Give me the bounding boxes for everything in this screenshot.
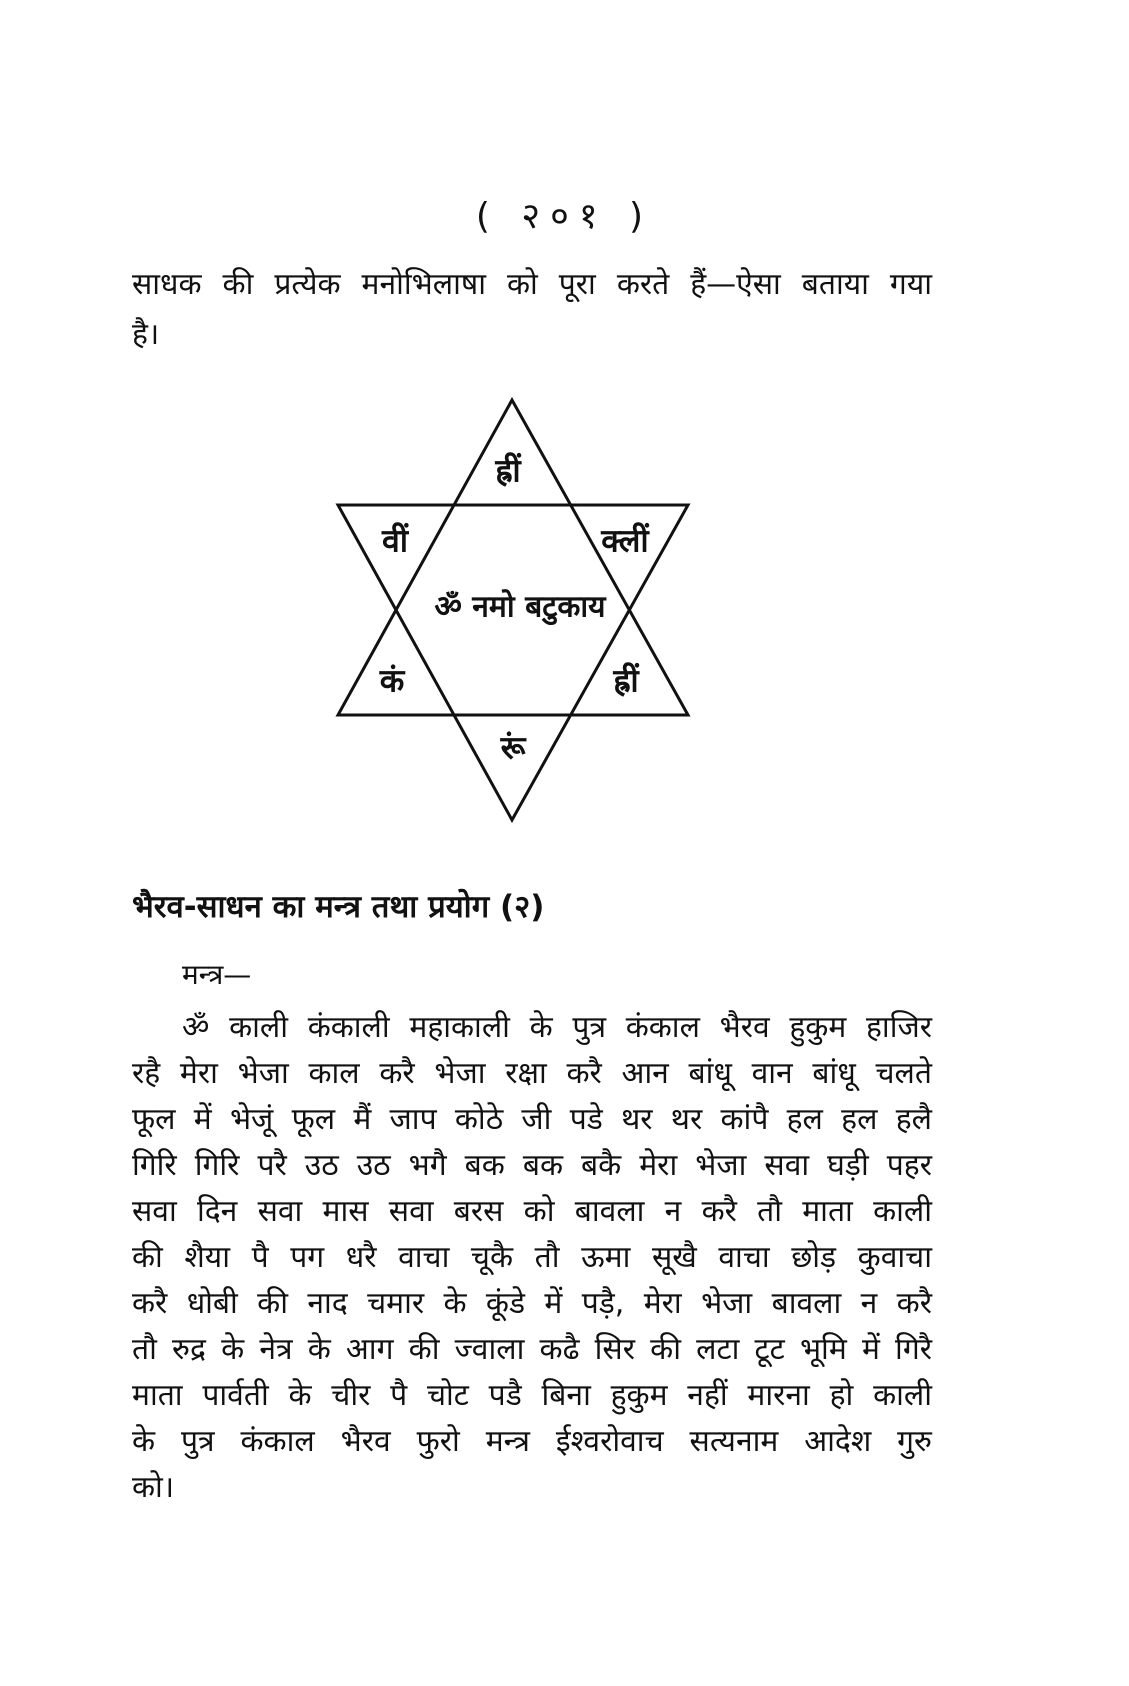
yantra-diagram — [330, 395, 700, 830]
mantra-line-1: ॐ काली कंकाली महाकाली के पुत्र कंकाल भैरव हुकुम हाजिर — [182, 1010, 932, 1045]
mantra-line-9: माता पार्वती के चीर पै चोट पडै बिना हुकुम नहीं मारना हो काली — [132, 1378, 932, 1413]
page-number: ( २०१ ) — [475, 196, 654, 237]
mantra-line-5: सवा दिन सवा मास सवा बरस को बावला न करै तौ माता काली — [132, 1194, 932, 1229]
mantra-line-11: को। — [132, 1470, 175, 1505]
mantra-line-7: करै धोबी की नाद चमार के कूंडे में पड़ै, मेरा भेजा बावला न करै — [132, 1286, 932, 1321]
seed-upper-right: क्लीं — [601, 521, 649, 560]
mantra-line-3: फूल में भेजूं फूल मैं जाप कोठे जी पडे थर थर कांपै हल हल हलै — [132, 1102, 932, 1137]
mantra-label: मन्त्र— — [182, 958, 252, 991]
mantra-line-6: की शैया पै पग धरै वाचा चूकै तौ ऊमा सूखै वाचा छोड़ कुवाचा — [132, 1240, 932, 1275]
intro-line-2: है। — [132, 317, 160, 352]
center-mantra: ॐ नमो बटुकाय — [434, 589, 606, 625]
seed-top: ह्रीं — [495, 451, 521, 490]
seed-bottom: रूं — [500, 728, 526, 767]
section-heading: भैरव-साधन का मन्त्र तथा प्रयोग (२) — [132, 889, 545, 925]
mantra-line-10: के पुत्र कंकाल भैरव फुरो मन्त्र ईश्वरोवाच सत्यनाम आदेश गुरु — [132, 1424, 932, 1459]
mantra-line-4: गिरि गिरि परै उठ उठ भगै बक बक बकै मेरा भेजा सवा घड़ी पहर — [132, 1148, 932, 1183]
intro-line-1: साधक की प्रत्येक मनोभिलाषा को पूरा करते हैं—ऐसा बताया गया — [132, 267, 932, 302]
mantra-line-8: तौ रुद्र के नेत्र के आग की ज्वाला कढै सिर की लटा टूट भूमि में गिरै — [132, 1332, 932, 1367]
mantra-line-2: रहै मेरा भेजा काल करै भेजा रक्षा करै आन बांधू वान बांधू चलते — [132, 1056, 932, 1091]
seed-lower-left: कं — [379, 661, 405, 700]
seed-lower-right: ह्रीं — [613, 661, 639, 700]
seed-upper-left: वीं — [381, 521, 409, 560]
